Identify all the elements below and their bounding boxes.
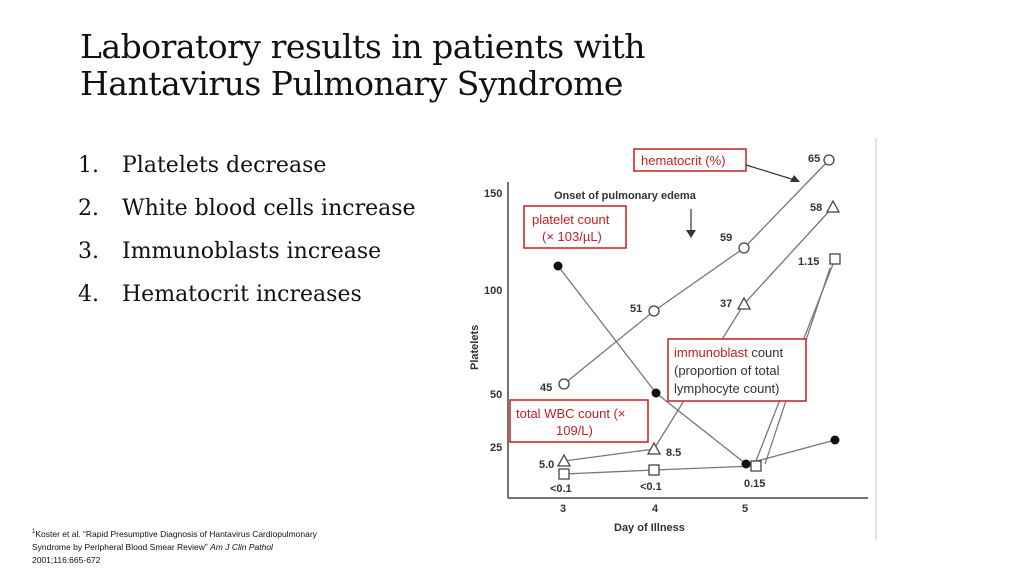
x-tick-label: 3 (560, 503, 567, 515)
list-number: 4. (78, 282, 99, 307)
platelet-point (742, 460, 751, 469)
list-item (78, 189, 416, 232)
hematocrit-value-label: 65 (808, 153, 821, 165)
immunoblast-callout-red: immunoblast (674, 345, 748, 360)
hematocrit-point (559, 379, 569, 389)
citation-line-1 (32, 526, 317, 541)
wbc-value-label: 37 (720, 298, 733, 310)
slide-title (80, 28, 645, 102)
wbc-callout-line-1: total WBC count (× (516, 406, 626, 421)
list-number: 2. (78, 196, 99, 221)
wbc-value-label: 58 (810, 202, 823, 214)
list-item (78, 275, 416, 318)
slide-title-line-2: Hantavirus Pulmonary Syndrome (80, 64, 623, 103)
immunoblast-callout-rest: count (747, 345, 784, 360)
immunoblast-value-label: <0.1 (640, 481, 662, 493)
platelet-callout-line-1: platelet count (532, 212, 610, 227)
citation-superscript: 1 (32, 529, 36, 535)
list-text: White blood cells increase (122, 196, 416, 221)
wbc-value-label: 5.0 (539, 459, 555, 471)
list-number: 1. (78, 153, 99, 178)
platelet-point (554, 262, 563, 271)
hematocrit-value-label: 59 (720, 232, 733, 244)
immunoblast-value-label: 1.15 (798, 256, 820, 268)
x-tick-label: 5 (742, 503, 749, 515)
onset-annotation: Onset of pulmonary edema (554, 190, 696, 202)
list-text: Platelets decrease (122, 153, 327, 178)
list-text: Immunoblasts increase (122, 239, 382, 264)
list-number: 3. (78, 239, 99, 264)
y-tick-label: 150 (484, 188, 503, 200)
citation-journal: Am J Clin Pathol (210, 541, 273, 552)
hematocrit-point (824, 155, 834, 165)
wbc-callout-line-2: 109/L) (556, 423, 593, 438)
citation-footnote (32, 526, 317, 567)
hematocrit-callout-text: hematocrit (%) (641, 153, 726, 168)
immunoblast-point (559, 469, 569, 479)
y-tick-label: 100 (484, 285, 503, 297)
x-axis-label: Day of Illness (614, 522, 685, 534)
lab-results-chart (458, 138, 878, 540)
immunoblast-callout-line-1 (674, 345, 784, 360)
onset-arrow-head (686, 230, 696, 238)
hematocrit-point (649, 306, 659, 316)
immunoblast-value-label: <0.1 (550, 483, 572, 495)
immunoblast-callout-line-3: lymphocyte count) (674, 381, 780, 396)
hematocrit-value-label: 51 (630, 303, 643, 315)
immunoblast-callout-line-2: (proportion of total (674, 363, 780, 378)
y-tick-label: 50 (490, 389, 503, 401)
citation-text-1: Koster et al. “Rapid Presumptive Diagnosis of Hantavirus Cardiopulmonary (35, 528, 317, 539)
wbc-point (648, 443, 660, 454)
x-tick-label: 4 (652, 503, 659, 515)
findings-list (78, 146, 416, 318)
immunoblast-value-label: 0.15 (744, 478, 766, 490)
chart-svg (458, 138, 878, 540)
platelet-point (652, 389, 661, 398)
hematocrit-value-label: 45 (540, 382, 553, 394)
citation-line-3: 2001;116:665-672 (32, 554, 101, 565)
platelet-callout-line-2: (× 103/µL) (542, 229, 602, 244)
wbc-value-label: 8.5 (666, 447, 682, 459)
immunoblast-point (751, 461, 761, 471)
slide-title-line-1: Laboratory results in patients with (80, 27, 645, 66)
list-item (78, 232, 416, 275)
hematocrit-callout-arrow (746, 165, 798, 181)
hematocrit-point (739, 243, 749, 253)
list-item (78, 146, 416, 189)
citation-line-2 (32, 541, 317, 554)
wbc-point (827, 201, 839, 212)
y-tick-label: 25 (490, 442, 503, 454)
immunoblast-point (649, 465, 659, 475)
platelet-point (831, 436, 840, 445)
immunoblast-point (830, 254, 840, 264)
list-text: Hematocrit increases (122, 282, 362, 307)
y-axis-label: Platelets (469, 324, 481, 370)
citation-text-2: Syndrome by Peripheral Blood Smear Review” (32, 541, 211, 552)
